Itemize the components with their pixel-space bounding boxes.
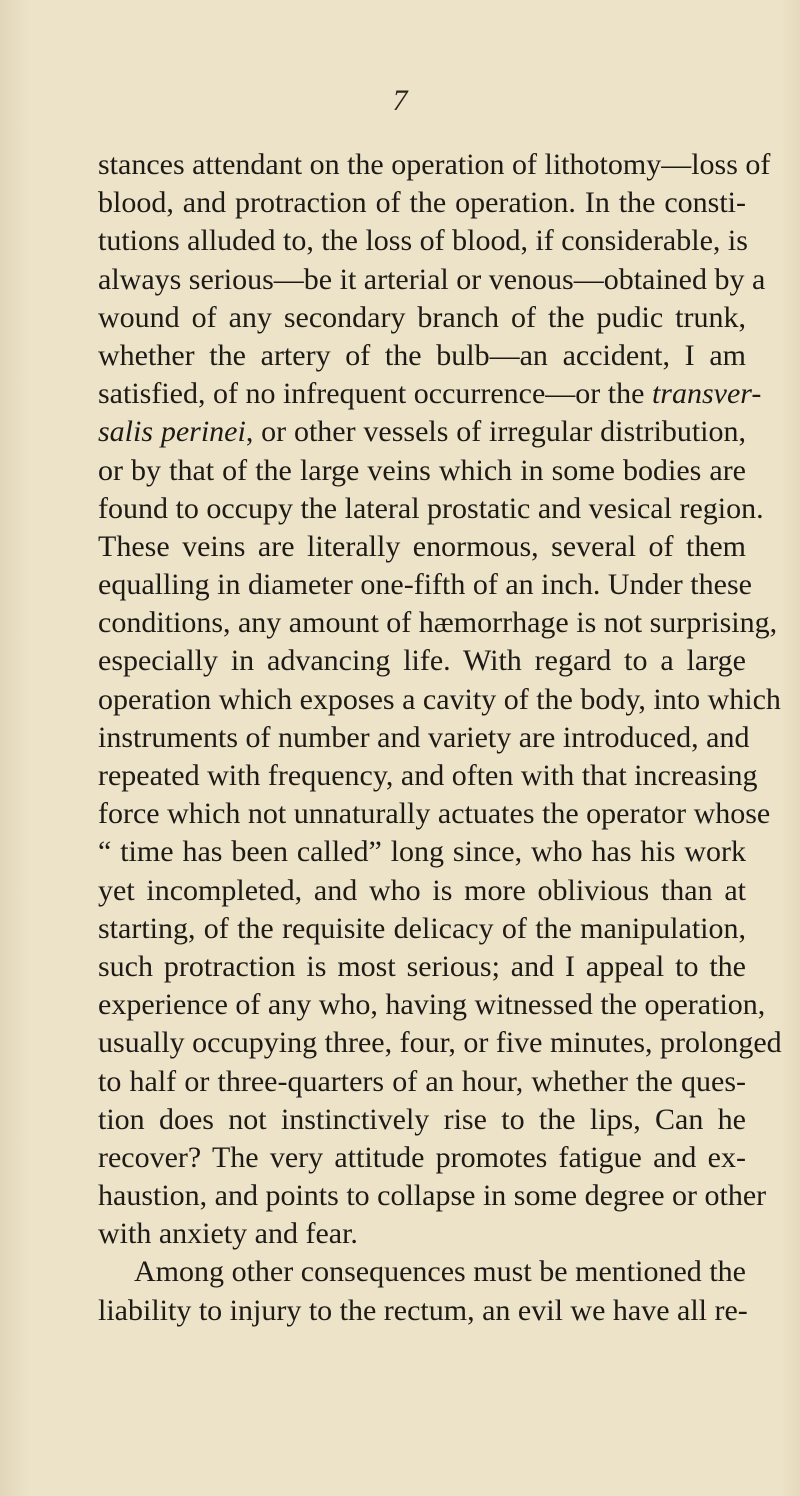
text-line: to half or three-quarters of an hour, whether the ques- [98, 1064, 746, 1098]
italic-phrase: salis perinei [98, 415, 246, 449]
text-line: always serious—be it arterial or venous—obtained by a [98, 262, 766, 296]
text-line: operation which exposes a cavity of the body, into which [98, 682, 781, 716]
text-line: with anxiety and fear. [98, 1217, 358, 1251]
text-line: tion does not instinctively rise to the lips, Can he [98, 1102, 746, 1136]
text-line: Among other consequences must be mentioned the [134, 1255, 746, 1289]
page-number: 7 [392, 84, 408, 117]
text-line: recover? The very attitude promotes fatigue and ex- [98, 1140, 746, 1174]
text-fragment: satisfied, of no infrequent occurrence—or the [98, 377, 645, 411]
text-line: whether the artery of the bulb—an accident, I am [98, 338, 746, 372]
text-line: liability to injury to the rectum, an evil we have all re- [98, 1293, 748, 1327]
text-line: repeated with frequency, and often with that increasing [98, 759, 758, 792]
text-line: starting, of the requisite delicacy of the manipulation, [98, 911, 746, 945]
text-line [98, 375, 762, 413]
text-line: conditions, any amount of hæmorrhage is not surprising, [98, 606, 778, 640]
italic-word: transver- [651, 377, 762, 411]
text-fragment: , or other vessels of irregular distribution, [245, 415, 746, 449]
text-line: or by that of the large veins which in some bodies are [98, 453, 746, 487]
text-line: especially in advancing life. With regard to a large [98, 644, 746, 678]
text-line: blood, and protraction of the operation. In the consti- [98, 186, 746, 220]
text-line: such protraction is most serious; and I appeal to the [98, 949, 746, 983]
text-line: experience of any who, having witnessed the operation, [98, 988, 766, 1022]
text-line: found to occupy the lateral prostatic and vesical region. [98, 491, 764, 525]
text-line: tutions alluded to, the loss of blood, if considerable, is [98, 224, 748, 258]
text-line: haustion, and points to collapse in some degree or other [98, 1179, 767, 1213]
text-line: usually occupying three, four, or five minutes, prolonged [98, 1026, 782, 1060]
text-line: stances attendant on the operation of lithotomy—loss of [98, 148, 771, 181]
body-text [98, 146, 782, 1330]
text-line [98, 413, 746, 451]
text-line: wound of any secondary branch of the pudic trunk, [98, 300, 746, 334]
text-line: force which not unnaturally actuates the operator whose [98, 797, 771, 831]
text-line: equalling in diameter one-fifth of an inch. Under these [98, 568, 752, 602]
text-line: “ time has been called” long since, who has his work [98, 835, 746, 869]
text-line: These veins are literally enormous, several of them [98, 529, 746, 563]
text-line: yet incompleted, and who is more oblivious than at [98, 873, 746, 907]
text-line: instruments of number and variety are introduced, and [98, 720, 750, 754]
